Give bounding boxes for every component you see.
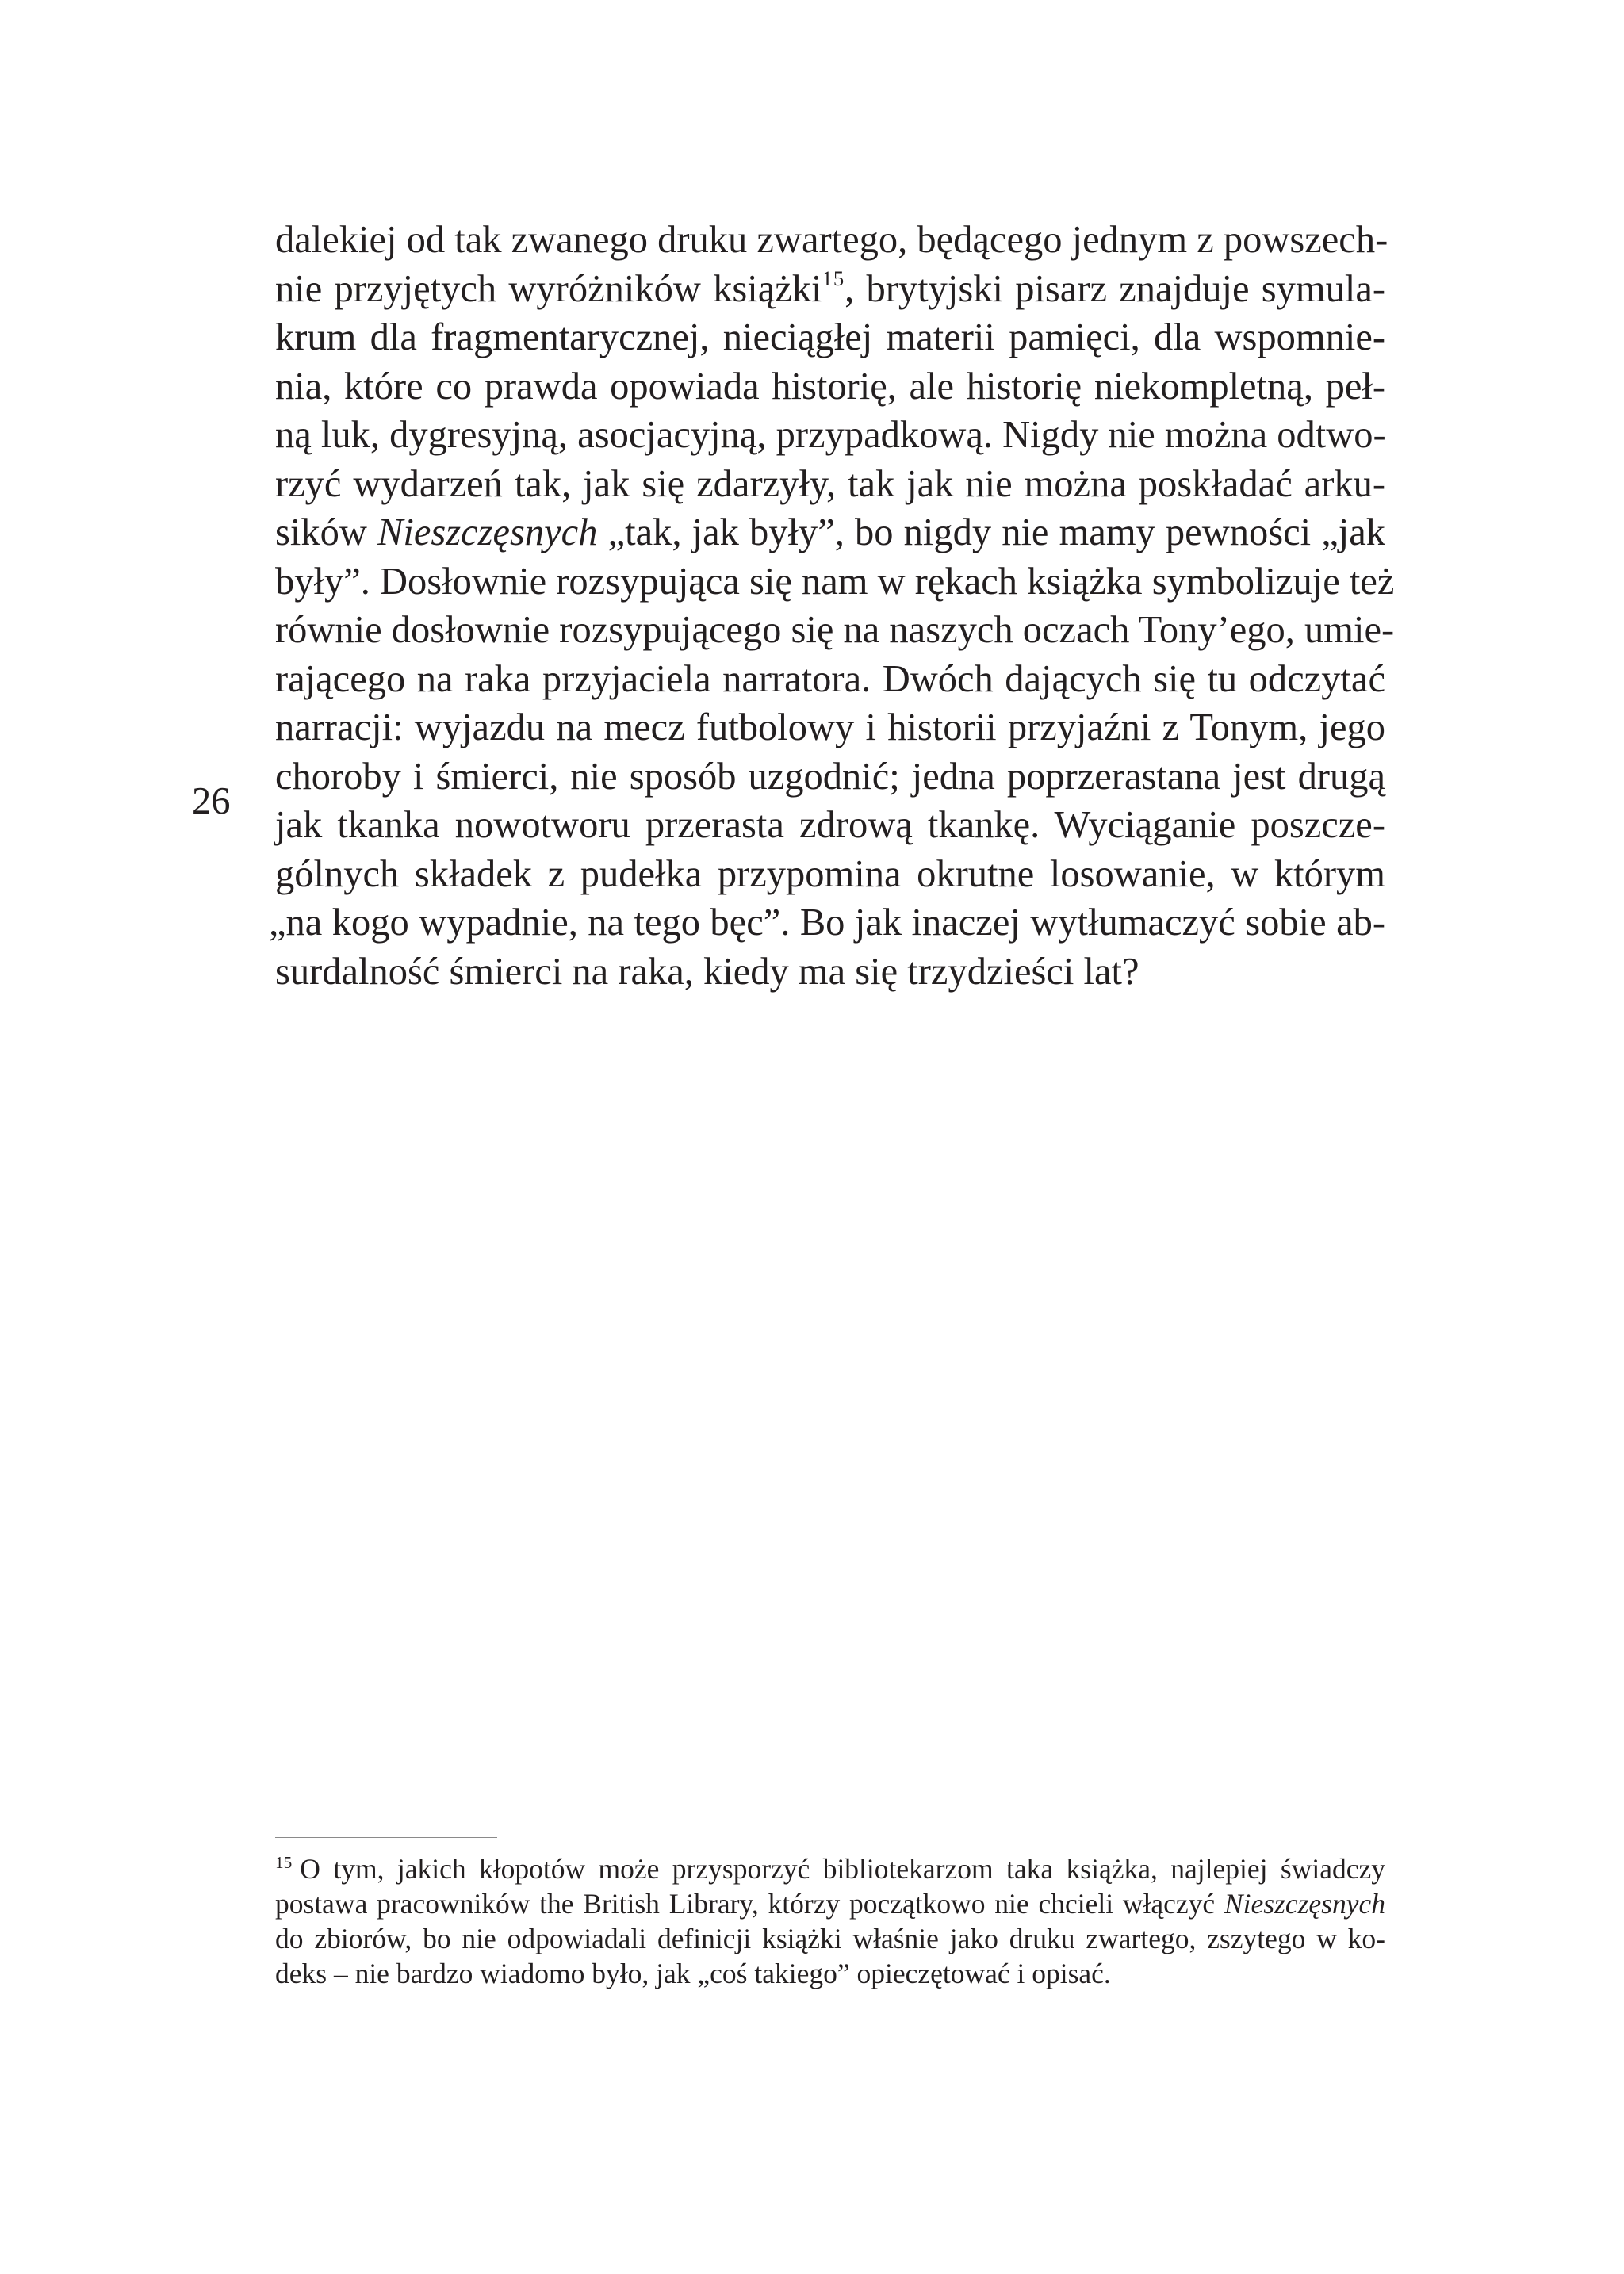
footnote-line	[275, 1886, 1385, 1921]
footnote-line-segment: postawa pracowników the British Library, którzy początkowo nie chcieli włączyć	[275, 1888, 1224, 1920]
body-line: gólnych składek z pudełka przypomina okrutne losowanie, w którym	[275, 852, 1385, 895]
body-line-segment: , brytyjski pisarz znajduje symula-	[845, 267, 1385, 310]
body-line	[275, 265, 1385, 314]
footnote-separator	[275, 1837, 497, 1838]
body-line: rającego na raka przyjaciela narratora. Dwóch dających się tu odczytać	[275, 657, 1385, 700]
body-line: „na kogo wypadnie, na tego bęc”. Bo jak inaczej wytłumaczyć sobie ab-	[269, 902, 1385, 944]
footnote-line: deks – nie bardzo wiadomo było, jak „coś takiego” opieczętować i opisać.	[275, 1958, 1111, 1989]
footnote-number: 15	[275, 1853, 293, 1873]
footnote	[275, 1851, 1385, 1991]
body-line: choroby i śmierci, nie sposób uzgodnić; jedna poprzerastana jest drugą	[275, 755, 1385, 798]
body-line: były”. Dosłownie rozsypująca się nam w rękach książka symbolizuje też	[275, 560, 1395, 603]
body-line: równie dosłownie rozsypującego się na naszych oczach Tony’ego, umie-	[275, 609, 1395, 651]
body-line: surdalność śmierci na raka, kiedy ma się trzydzieści lat?	[275, 950, 1139, 993]
body-text	[269, 216, 1395, 996]
body-line	[275, 508, 1385, 557]
book-title-italic: Nieszczęsnych	[1224, 1888, 1385, 1920]
body-line: narracji: wyjazdu na mecz futbolowy i historii przyjaźni z Tonym, jego	[275, 706, 1385, 748]
body-line: jak tkanka nowotworu przerasta zdrową tkankę. Wyciąganie poszcze-	[275, 804, 1385, 846]
page-number: 26	[192, 780, 231, 822]
body-line: rzyć wydarzeń tak, jak się zdarzyły, tak jak nie można poskładać arku-	[275, 462, 1385, 505]
body-line: ną luk, dygresyjną, asocjacyjną, przypadkową. Nigdy nie można odtwo-	[275, 414, 1386, 456]
body-line: nia, które co prawda opowiada historię, ale historię niekompletną, peł-	[275, 365, 1385, 408]
book-title-italic: Nieszczęsnych	[377, 511, 598, 553]
body-line-segment: „tak, jak były”, bo nigdy nie mamy pewności „jak	[597, 511, 1385, 553]
body-line: krum dla fragmentarycznej, nieciągłej materii pamięci, dla wspomnie-	[275, 316, 1385, 358]
footnote-line-segment: O tym, jakich kłopotów może przysporzyć bibliotekarzom taka książka, najlepiej świadczy	[300, 1853, 1385, 1885]
body-line-segment: sików	[275, 511, 377, 553]
body-line-segment: nie przyjętych wyróżników książki	[275, 267, 822, 310]
footnote-line	[275, 1851, 1385, 1886]
footnote-line: do zbiorów, bo nie odpowiadali definicji książki właśnie jako druku zwartego, zszytego w ko-	[275, 1923, 1385, 1954]
footnote-reference[interactable]: 15	[822, 266, 845, 290]
body-line: dalekiej od tak zwanego druku zwartego, będącego jednym z powszech-	[275, 219, 1388, 261]
